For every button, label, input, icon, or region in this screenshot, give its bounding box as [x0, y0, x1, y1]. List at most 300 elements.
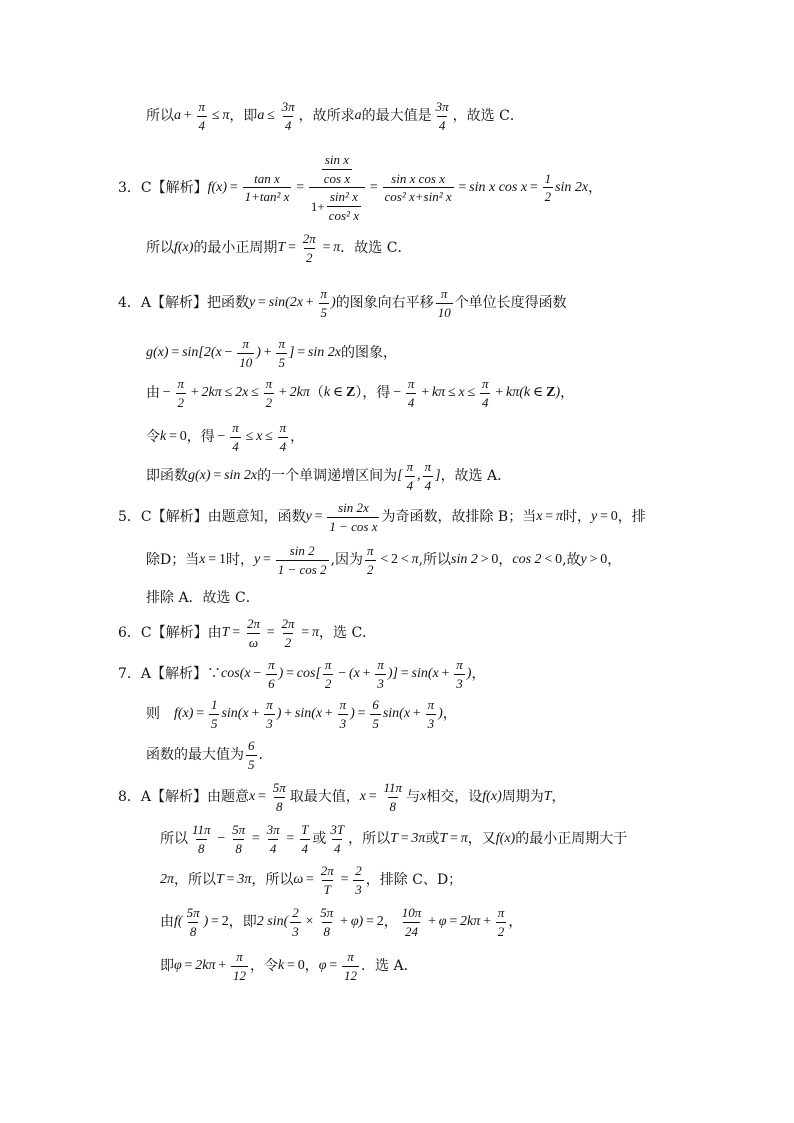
fraction-denominator: 4	[232, 438, 239, 454]
math-expression: π	[411, 552, 419, 568]
fraction-denominator: 1 − cos 2	[277, 561, 327, 577]
math-expression: T	[439, 831, 448, 847]
fraction-numerator: π	[481, 376, 489, 391]
text-run: 周期为	[501, 789, 544, 806]
text-run: 由	[146, 385, 160, 402]
math-number: 2	[391, 552, 399, 568]
solution-line	[146, 591, 260, 605]
solution-line	[160, 906, 522, 938]
text-run: 的最小正周期	[193, 240, 278, 257]
math-expression: sin(2x	[268, 295, 303, 311]
text-run: ，	[304, 958, 319, 975]
fraction-denominator: 8	[189, 923, 197, 939]
fraction-numerator: 10π	[401, 905, 422, 920]
math-operator: +	[276, 385, 290, 401]
text-run: 4．A【解析】把函数	[118, 295, 250, 312]
fraction-numerator: 6	[248, 738, 255, 753]
math-operator: +	[410, 706, 424, 722]
text-run: 个单位长度得函数	[454, 295, 567, 312]
fraction-denominator: 4	[407, 394, 415, 410]
solution-line	[146, 377, 574, 409]
fraction-denominator: 4	[269, 840, 277, 856]
math-operator: +	[322, 706, 336, 722]
math-expression: [	[397, 468, 403, 484]
fraction-numerator: π	[377, 657, 384, 672]
text-run: ，故选 C．	[452, 108, 524, 125]
math-operator: −	[335, 666, 349, 682]
math-operator: =	[283, 666, 297, 682]
math-expression: sin 2x	[307, 345, 341, 361]
math-operator: ≤	[248, 385, 262, 401]
math-expression: sin 2x	[224, 468, 258, 484]
solution-line	[118, 617, 376, 649]
fraction-numerator: sin 2x	[338, 500, 369, 515]
text-run: 的图象，	[340, 345, 397, 362]
fraction	[190, 823, 213, 855]
fraction	[245, 617, 262, 649]
fraction	[434, 100, 451, 132]
fraction-denominator: 4	[406, 477, 414, 493]
fraction-numerator: 6	[372, 697, 379, 712]
fraction-denominator: 12	[344, 967, 358, 983]
fraction-denominator: 4	[284, 117, 292, 133]
fraction	[264, 377, 275, 409]
math-operator: =	[263, 625, 278, 641]
math-number: 0	[600, 552, 608, 568]
math-number: 1	[218, 552, 226, 568]
math-expression: )	[203, 914, 209, 930]
fraction-numerator: π	[278, 336, 285, 351]
math-expression: (x	[348, 666, 360, 682]
fraction	[266, 658, 277, 690]
math-operator: =	[326, 958, 341, 974]
math-operator: ≤	[221, 385, 236, 401]
solution-line	[146, 100, 524, 132]
fraction	[231, 950, 248, 982]
math-expression: x	[199, 552, 206, 568]
math-operator: −	[214, 429, 229, 445]
fraction	[237, 337, 254, 369]
solution-line	[118, 781, 566, 813]
math-expression: y	[305, 509, 312, 525]
math-operator: =	[255, 789, 269, 805]
fraction-numerator: π	[456, 657, 463, 672]
fraction-numerator: π	[236, 949, 243, 964]
solution-line	[146, 421, 304, 453]
math-operator: =	[303, 872, 317, 888]
solution-line	[160, 950, 418, 982]
fraction	[480, 377, 491, 409]
text-run: 或	[312, 831, 327, 848]
text-run: ，所以	[348, 831, 391, 848]
math-operator: =	[446, 914, 461, 930]
text-run: ，	[471, 666, 486, 683]
fraction-numerator: π	[347, 949, 354, 964]
text-run: 排除 A．故选 C．	[146, 590, 260, 606]
math-expression: y	[249, 295, 256, 311]
text-run: 函数的最大值为	[146, 747, 244, 764]
fraction	[323, 658, 334, 690]
fraction	[365, 544, 376, 576]
math-expression: cos[	[296, 666, 321, 682]
text-run: 令	[146, 429, 160, 446]
math-number: 0	[179, 429, 187, 445]
text-run: ，排	[617, 509, 646, 526]
math-expression: )	[555, 385, 561, 401]
math-set: Z	[546, 385, 556, 401]
fraction-denominator: 10	[239, 354, 253, 370]
fraction	[246, 739, 257, 771]
solution-line	[146, 544, 621, 576]
math-operator: =	[285, 240, 299, 256]
math-expression: a	[354, 108, 362, 124]
text-run: ，	[560, 385, 575, 402]
text-run: 所以	[146, 108, 174, 125]
fraction-numerator: 3π	[266, 822, 280, 837]
fraction	[370, 698, 381, 730]
math-operator: ≤	[209, 108, 223, 124]
math-operator: =	[298, 625, 312, 641]
math-operator: =	[293, 179, 307, 195]
math-operator: =	[337, 872, 352, 888]
fraction	[276, 544, 329, 576]
fraction-numerator: π	[324, 657, 332, 672]
math-expression: f(x)	[174, 240, 194, 256]
math-expression: )	[278, 666, 284, 682]
math-expression: cos 2	[512, 552, 542, 568]
math-expression: 2kπ	[201, 385, 222, 401]
math-expression: x	[420, 789, 427, 805]
math-expression: 2kπ	[195, 958, 216, 974]
text-run: ，所以	[174, 872, 217, 889]
math-expression: T	[543, 789, 552, 805]
fraction	[375, 658, 386, 690]
text-run: ，	[290, 429, 305, 446]
math-operator: −	[221, 345, 236, 361]
text-run: 所以	[146, 240, 174, 257]
fraction-numerator: T	[301, 822, 309, 837]
fraction-denominator: 3	[339, 715, 347, 731]
math-operator: =	[208, 914, 222, 930]
fraction-numerator: 11π	[192, 822, 211, 837]
fraction-numerator: 2π	[281, 616, 295, 631]
fraction-numerator: 1	[210, 697, 218, 712]
fraction-denominator: 3	[377, 675, 384, 691]
math-operator: =	[255, 295, 269, 311]
fraction-denominator: 8	[323, 923, 331, 939]
math-operator: −	[250, 666, 265, 682]
math-expression: sin 2x	[555, 179, 589, 195]
text-run: ．	[258, 747, 273, 764]
fraction-denominator: 5	[278, 354, 285, 370]
text-run: ，	[508, 914, 523, 931]
text-run: 7．A【解析】∵	[118, 666, 222, 683]
math-operator: +	[425, 914, 439, 930]
solution-line	[160, 864, 462, 896]
fraction	[406, 377, 417, 409]
fraction-numerator	[318, 153, 356, 187]
fraction-numerator: π	[339, 697, 347, 712]
fraction	[299, 823, 310, 855]
math-expression: φ	[438, 914, 447, 930]
math-expression: x	[536, 509, 543, 525]
fraction-numerator: 2π	[320, 863, 334, 878]
fraction-numerator: 2π	[302, 231, 316, 246]
fraction-numerator: π	[242, 336, 249, 351]
fraction-denominator: 8	[235, 840, 242, 856]
fraction-denominator: 2	[497, 923, 505, 939]
fraction-numerator: π	[320, 286, 328, 301]
math-operator: +	[480, 914, 494, 930]
fraction-numerator: π	[407, 376, 415, 391]
math-expression: kπ(k	[506, 385, 531, 401]
math-operator: +	[492, 385, 507, 401]
math-expression: a	[174, 108, 181, 124]
solution-line	[118, 501, 646, 533]
compound-fraction	[309, 153, 365, 223]
fraction	[185, 906, 202, 938]
fraction-numerator: π	[440, 286, 448, 301]
text-run: 的最小正周期大于	[515, 831, 628, 848]
fraction-numerator: 2π	[246, 616, 260, 631]
math-operator: ×	[302, 914, 317, 930]
math-operator: =	[260, 552, 274, 568]
fraction-numerator: 3T	[330, 822, 345, 837]
text-run: ．选 A．	[361, 958, 418, 975]
fraction	[209, 698, 220, 730]
text-run: 或	[425, 831, 440, 848]
math-expression: cos(x	[221, 666, 251, 682]
math-expression: )	[331, 295, 336, 311]
math-number: 2	[376, 914, 384, 930]
fraction-numerator: π	[424, 459, 432, 474]
fraction-denominator: 5	[372, 715, 379, 731]
math-expression: 2x	[235, 385, 249, 401]
math-number: 1+	[310, 198, 325, 214]
math-expression: f(x)	[482, 789, 502, 805]
math-operator: ≤	[445, 385, 459, 401]
text-run: ，排除 C、D；	[365, 872, 463, 889]
fraction	[327, 190, 361, 222]
math-operator: +	[438, 666, 453, 682]
math-expression: T	[216, 872, 224, 888]
math-operator: =	[397, 831, 412, 847]
text-run: ，	[588, 179, 603, 196]
fraction-numerator: sin² x	[329, 189, 358, 205]
math-expression: )	[256, 345, 261, 361]
math-expression: kπ	[431, 385, 446, 401]
solution-line	[146, 739, 273, 771]
math-operator: +	[302, 295, 317, 311]
math-expression: ,	[417, 468, 421, 484]
math-expression: T	[221, 625, 230, 641]
fraction-numerator: π	[198, 99, 206, 114]
math-expression: f(x)	[174, 706, 194, 722]
math-operator: =	[283, 831, 298, 847]
text-run: ，	[383, 914, 398, 931]
math-expression: x	[256, 429, 263, 445]
math-expression: sin 2	[451, 552, 478, 568]
math-expression: sin(x	[382, 706, 411, 722]
fraction-denominator: 12	[233, 967, 247, 983]
text-run: 3．C【解析】	[118, 179, 208, 196]
math-expression: sin[2(x	[182, 345, 222, 361]
fraction	[197, 100, 208, 132]
fraction-denominator: 5	[210, 715, 218, 731]
math-expression: )]	[387, 666, 398, 682]
fraction-numerator: 2	[355, 863, 362, 878]
fraction-numerator: 5π	[272, 780, 286, 795]
solution-line	[146, 337, 397, 369]
fraction-denominator: 1+tan² x	[244, 189, 290, 205]
fraction	[264, 698, 275, 730]
math-expression: φ	[174, 958, 182, 974]
text-run: ，令	[250, 958, 279, 975]
solution-line	[118, 153, 602, 223]
math-number: 0	[610, 509, 618, 525]
fraction	[353, 864, 364, 896]
fraction	[426, 698, 437, 730]
math-operator: =	[447, 831, 461, 847]
text-run: 为奇函数，故排除 B；当	[381, 509, 537, 526]
fraction-numerator: sin x cos x	[391, 170, 445, 186]
fraction-denominator: 8	[276, 798, 283, 814]
fraction-denominator: 6	[268, 675, 275, 691]
math-expression: f(	[174, 914, 183, 930]
fraction	[318, 906, 335, 938]
math-expression: sin(x	[221, 706, 249, 722]
fraction-denominator: 10	[437, 304, 451, 320]
fraction-numerator: π	[177, 376, 185, 391]
fraction	[271, 781, 288, 813]
text-run: ,所以	[418, 552, 452, 569]
fraction	[290, 906, 301, 938]
fraction	[230, 421, 241, 453]
math-operator: =	[597, 509, 611, 525]
fraction-denominator: 24	[405, 923, 418, 939]
text-run: ，即	[229, 108, 258, 125]
fraction-numerator: 5π	[232, 822, 246, 837]
fraction	[423, 460, 434, 492]
math-expression: T	[277, 240, 286, 256]
fraction-numerator: π	[266, 697, 273, 712]
math-operator: =	[210, 468, 225, 484]
math-operator: +	[281, 706, 295, 722]
fraction-denominator: 5	[248, 756, 255, 772]
math-operator: <	[377, 552, 392, 568]
math-expression: sin(x	[411, 666, 439, 682]
math-expression: 2kπ	[460, 914, 481, 930]
math-expression: x	[359, 789, 366, 805]
fraction-numerator: 3π	[435, 99, 449, 114]
fraction	[319, 864, 336, 896]
fraction	[338, 698, 349, 730]
fraction	[327, 501, 379, 533]
text-run: ，选 C．	[319, 625, 377, 642]
math-operator: =	[168, 345, 183, 361]
math-operator: =	[229, 625, 243, 641]
fraction-numerator: 2	[292, 905, 299, 920]
text-run: 的一个单调递增区间为	[257, 468, 398, 485]
fraction	[301, 232, 318, 264]
fraction-denominator: 3	[266, 715, 273, 731]
math-expression: π	[312, 625, 320, 641]
text-run: ，即	[228, 914, 257, 931]
fraction-denominator: cos x	[323, 170, 351, 186]
text-run: 时，	[225, 552, 254, 569]
fraction-denominator: 4	[279, 438, 287, 454]
math-expression: g(x)	[188, 468, 211, 484]
solution-line	[146, 698, 457, 730]
math-expression: )	[350, 706, 355, 722]
solution-line	[146, 232, 411, 264]
math-operator: ≤	[464, 385, 478, 401]
fraction-numerator: π	[268, 657, 275, 672]
text-run: （	[309, 385, 324, 402]
fraction-denominator: 8	[198, 840, 205, 856]
math-expression: k	[323, 385, 331, 401]
math-operator: =	[249, 831, 263, 847]
math-operator: +	[260, 345, 275, 361]
text-run: 8．A【解析】由题意	[118, 789, 250, 806]
text-run: ，	[442, 706, 457, 723]
math-expression: π	[222, 108, 230, 124]
math-operator: +	[359, 666, 374, 682]
fraction	[400, 906, 424, 938]
solution-line	[146, 460, 511, 492]
math-expression: )	[466, 666, 472, 682]
fraction	[342, 950, 359, 982]
fraction-denominator	[309, 187, 365, 222]
math-operator: =	[223, 872, 238, 888]
fraction-denominator: T	[323, 881, 331, 897]
fraction	[279, 617, 296, 649]
fraction	[382, 781, 405, 813]
math-expression: φ	[318, 958, 327, 974]
math-expression: )	[438, 706, 443, 722]
text-run: 由	[160, 914, 174, 931]
math-expression: 2kπ	[289, 385, 310, 401]
text-run: ，故选 A．	[440, 468, 512, 485]
fraction-denominator: 4	[424, 477, 432, 493]
math-expression: )	[276, 706, 282, 722]
math-operator: =	[319, 240, 334, 256]
fraction	[496, 906, 507, 938]
math-expression: y	[580, 552, 587, 568]
fraction-denominator: cos² x	[328, 207, 359, 223]
math-expression: 3π	[411, 831, 426, 847]
math-operator: ≤	[262, 429, 276, 445]
fraction-denominator: 2	[265, 394, 273, 410]
math-operator: =	[367, 179, 381, 195]
math-number: 2	[221, 914, 229, 930]
math-operator: =	[181, 958, 196, 974]
math-operator: ≤	[264, 108, 278, 124]
math-operator: <	[541, 552, 556, 568]
math-operator: ∈	[530, 385, 547, 401]
fraction-denominator: 3	[355, 881, 362, 897]
math-operator: +	[337, 914, 351, 930]
text-run: ，所以	[251, 872, 294, 889]
fraction	[230, 823, 247, 855]
math-number: 0	[555, 552, 563, 568]
math-expression: x	[249, 789, 256, 805]
text-run: 5．C【解析】由题意知，函数	[118, 509, 306, 526]
math-operator: =	[294, 345, 308, 361]
fraction	[278, 421, 289, 453]
math-number: 0	[491, 552, 499, 568]
text-run: 则	[146, 706, 174, 723]
